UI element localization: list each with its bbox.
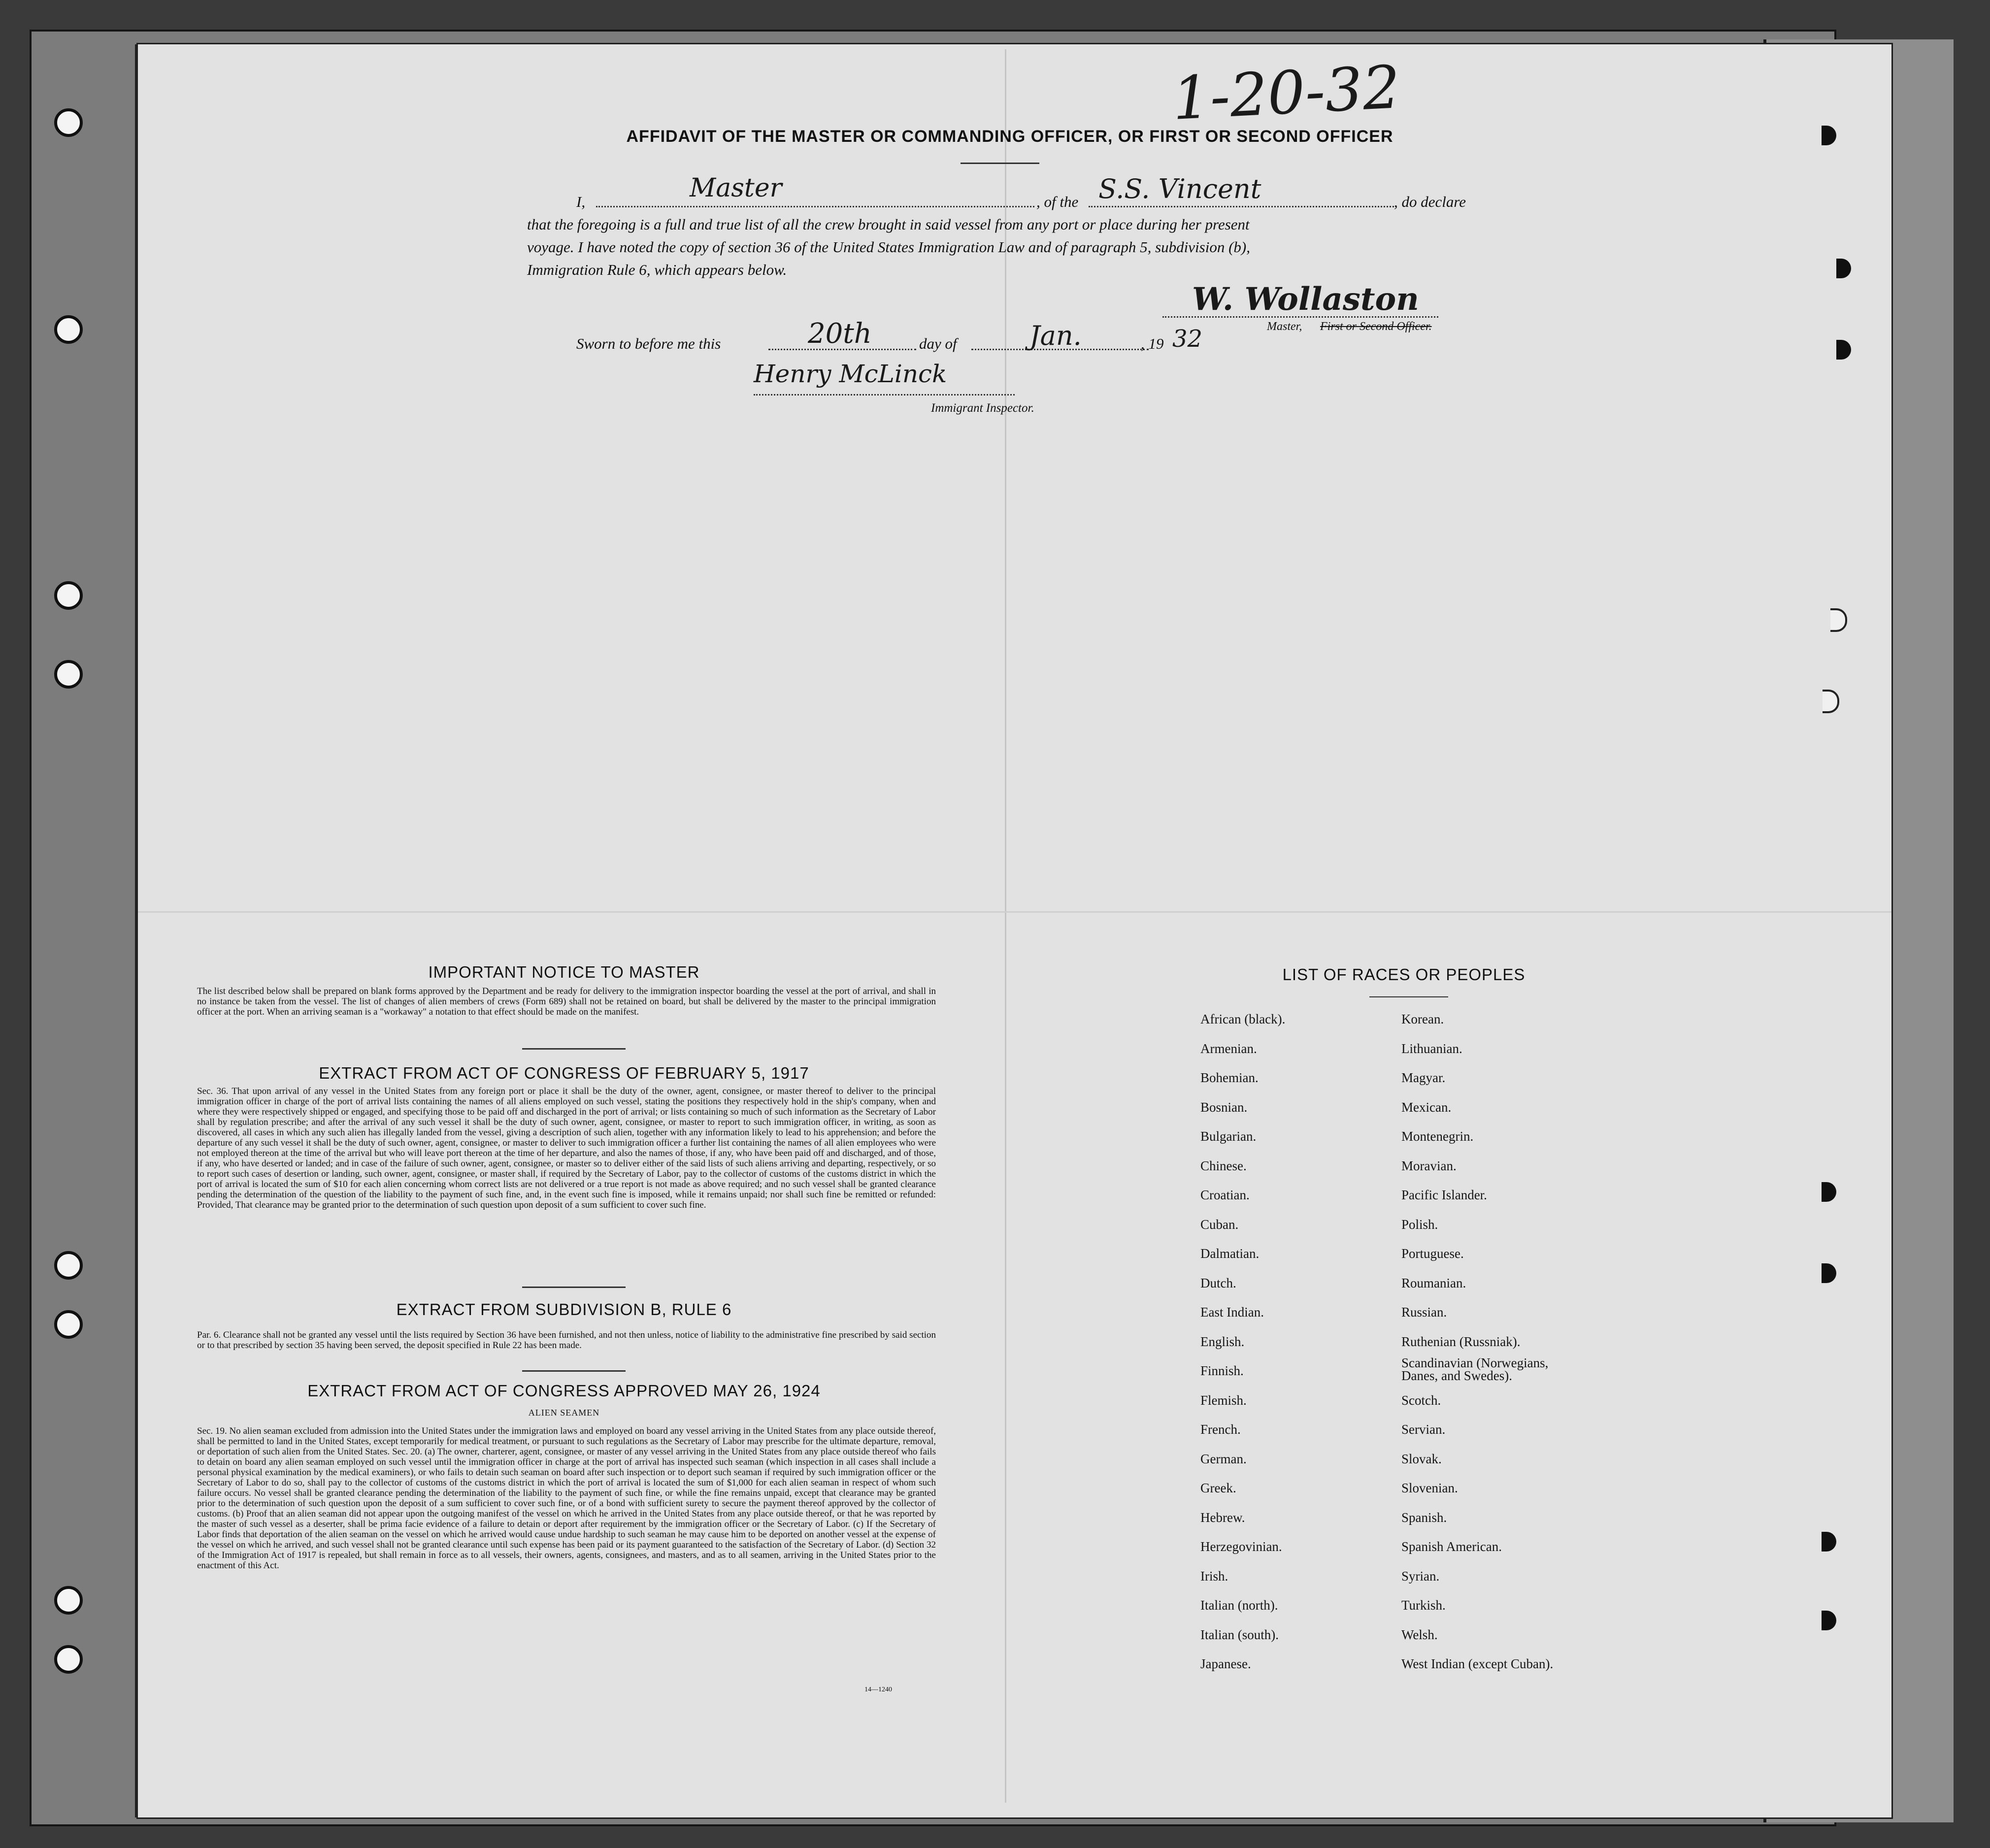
race-item: Italian (south).: [1200, 1627, 1279, 1642]
sworn-day-of: day of: [919, 335, 957, 352]
race-item: Welsh.: [1401, 1627, 1438, 1642]
race-item: Italian (north).: [1200, 1598, 1278, 1613]
race-item: West Indian (except Cuban).: [1401, 1656, 1554, 1671]
handwritten-master: Master: [690, 173, 782, 203]
race-item: Servian.: [1401, 1422, 1446, 1437]
race-item: Herzegovinian.: [1200, 1539, 1282, 1554]
race-item: Flemish.: [1200, 1392, 1247, 1408]
affidavit-line-3: voyage. I have noted the copy of section 36 of the United States Immigration Law and of paragraph 5, subdivision (b),: [527, 238, 1250, 256]
race-item: Korean.: [1401, 1012, 1444, 1026]
race-item: Hebrew.: [1200, 1510, 1245, 1525]
race-item: Spanish.: [1401, 1510, 1447, 1525]
extract-rule6-body: Par. 6. Clearance shall not be granted any vessel until the lists required by Section 36 have been furnished, and not then unless, notice of liability to the administrative fine prescribed by said section or to that prescribed by section 35 having been served, the deposit specified in Rule 22 has been made.: [197, 1330, 936, 1351]
extract-1917-title: EXTRACT FROM ACT OF CONGRESS OF FEBRUARY 5, 1917: [319, 1064, 809, 1082]
race-item: African (black).: [1200, 1012, 1286, 1026]
race-item: Roumanian.: [1401, 1275, 1466, 1290]
race-item: Chinese.: [1200, 1158, 1247, 1173]
race-item: Spanish American.: [1401, 1539, 1502, 1554]
race-item: Slovak.: [1401, 1451, 1442, 1466]
handwritten-year: 32: [1172, 325, 1203, 353]
binder-hole: [54, 1645, 83, 1674]
handwritten-day: 20th: [808, 318, 872, 350]
name-line: [596, 206, 1034, 207]
inspector-signature: Henry McLinck: [754, 360, 947, 388]
title-divider: [961, 163, 1039, 164]
race-item: Scandinavian (Norwegians, Danes, and Swedes).: [1401, 1355, 1549, 1383]
race-item: Irish.: [1200, 1568, 1228, 1584]
affidavit-do-declare: , do declare: [1394, 193, 1466, 210]
race-item: Croatian.: [1200, 1188, 1250, 1202]
binder-hole: [54, 660, 83, 689]
affidavit-of-the: , of the: [1036, 193, 1079, 210]
binder-hole: [54, 108, 83, 137]
race-item: Moravian.: [1401, 1158, 1457, 1173]
race-item: Portuguese.: [1401, 1246, 1464, 1261]
race-item: Magyar.: [1401, 1070, 1446, 1085]
race-item: French.: [1200, 1422, 1241, 1437]
race-item: Lithuanian.: [1401, 1041, 1462, 1056]
race-item: Cuban.: [1200, 1217, 1239, 1232]
race-item: Russian.: [1401, 1305, 1447, 1320]
race-item: Mexican.: [1401, 1099, 1452, 1115]
race-item: Montenegrin.: [1401, 1129, 1474, 1144]
inspector-caption: Immigrant Inspector.: [931, 401, 1034, 415]
affidavit-i: I,: [576, 193, 586, 210]
race-item: Armenian.: [1200, 1041, 1257, 1056]
races-divider: [1369, 996, 1448, 997]
extract-1924-body: Sec. 19. No alien seaman excluded from admission into the United States under the immigration laws and employed on board any vessel arriving in the United States from any place outside thereof, shall be permitted to land in the United States, except temporarily for medical treatment, or pursuant to such regulations as the Secretary of Labor may prescribe for the ultimate departure, removal, or deportation of such alien from the United States. Sec. 20. (a) The owner, charterer, agent, consignee, or master of any vessel arriving in the United States from any place outside thereof who fails to detain on board any alien seaman employed on such vessel until the immigration officer in charge at the port of arrival has inspected such seaman (which inspection in all cases shall include a personal physical examination by the medical examiners), or who fails to detain such seaman on board after such inspection or to deport such seaman if required by such immigration officer or the Secretary of Labor to do so, shall pay to the collector of customs of the customs district in which the port of arrival is located the sum of $1,000 for each alien seaman in respect of whom such failure occurs. No vessel shall be granted clearance pending the determination of the liability to the payment of such fine, or while the fine remains unpaid, except that clearance may be granted prior to the determination of such question upon the deposit of a sum sufficient to cover such fine, or of a bond with sufficient surety to secure the payment thereof approved by the collector of customs. (b) Proof that an alien seaman did not appear upon the outgoing manifest of the vessel on which he arrived in the United States from any place outside thereof, or that he was reported by the master of such vessel as a deserter, shall be prima facie evidence of a failure to detain or deport after requirement by the immigration officer or the Secretary of Labor. (c) If the Secretary of Labor finds that deportation of the alien seaman on the vessel on which he arrived would cause undue hardship to such seaman he may cause him to be deported on another vessel at the expense of the vessel on which he arrived, and such vessel shall not be granted clearance until such expense has been paid or its payment guaranteed to the satisfaction of the Secretary of Labor. (d) Section 32 of the Immigration Act of 1917 is repealed, but shall remain in force as to all vessels, their owners, agents, consignees, and masters, and as to all seamen, arriving in the United States prior to the enactment of this Act.: [197, 1426, 936, 1571]
binder-hole: [54, 1586, 83, 1615]
race-item: Bohemian.: [1200, 1070, 1259, 1085]
race-item: Turkish.: [1401, 1598, 1446, 1613]
race-item: German.: [1200, 1451, 1247, 1466]
race-item: English.: [1200, 1334, 1245, 1349]
race-item: Scotch.: [1401, 1392, 1441, 1408]
extract-1924-title: EXTRACT FROM ACT OF CONGRESS APPROVED MAY 26, 1924: [307, 1382, 821, 1400]
section-divider: [522, 1287, 626, 1288]
handwritten-vessel-name: S.S. Vincent: [1098, 173, 1261, 204]
signature-caption-master: Master,: [1267, 320, 1302, 333]
handwritten-month: Jan.: [1029, 320, 1082, 351]
race-item: Dutch.: [1200, 1275, 1236, 1290]
affidavit-line-4: Immigration Rule 6, which appears below.: [527, 261, 787, 278]
master-signature: W. Wollaston: [1192, 281, 1419, 318]
page-fold: [1005, 49, 1006, 1803]
race-item: Bosnian.: [1200, 1099, 1248, 1115]
notice-title: IMPORTANT NOTICE TO MASTER: [428, 963, 700, 981]
extract-rule6-title: EXTRACT FROM SUBDIVISION B, RULE 6: [396, 1300, 732, 1319]
race-item: Slovenian.: [1401, 1481, 1458, 1495]
race-item: Ruthenian (Russniak).: [1401, 1334, 1521, 1349]
races-title: LIST OF RACES OR PEOPLES: [1282, 965, 1526, 984]
affidavit-title: AFFIDAVIT OF THE MASTER OR COMMANDING OFFICER, OR FIRST OR SECOND OFFICER: [626, 127, 1393, 146]
race-item: Syrian.: [1401, 1568, 1440, 1584]
page-fold-horizontal: [138, 911, 1891, 913]
race-item: Japanese.: [1200, 1656, 1251, 1671]
section-divider: [522, 1048, 626, 1050]
affidavit-line-2: that the foregoing is a full and true list of all the crew brought in said vessel from any port or place during her present: [527, 216, 1250, 233]
race-item: Bulgarian.: [1200, 1129, 1257, 1144]
binder-hole: [54, 1310, 83, 1339]
sworn-year-prefix: , 19: [1141, 335, 1164, 352]
signature-line: [1162, 316, 1438, 318]
binder-hole: [54, 1251, 83, 1280]
vessel-line: [1089, 206, 1394, 207]
form-number: 14—1240: [864, 1686, 892, 1693]
binder-hole: [54, 315, 83, 344]
extract-1917-body: Sec. 36. That upon arrival of any vessel in the United States from any foreign port or place it shall be the duty of the owner, agent, consignee, or master thereof to deliver to the principal immigration officer in charge of the port of arrival lists containing the names of all aliens employed on such vessel, stating the positions they respectively hold in the ship's company, when and where they were respectively shipped or engaged, and specifying those to be paid off and discharged in the port of arrival; or lists containing so much of such information as the Secretary of Labor shall by regulation prescribe; and after the arrival of any such vessel it shall be the duty of such owner, agent, consignee, or master to report to such immigration officer, in writing, as soon as discovered, all cases in which any such alien has illegally landed from the vessel, giving a description of such alien, together with any information likely to lead to his apprehension; and before the departure of any such vessel it shall be the duty of such owner, agent, consignee, or master to deliver to such immigration officer a further list containing the names of all alien employees who were not employed thereon at the time of the arrival but who will leave port thereon at the time of her departure, and also the names of those, if any, who have been paid off and discharged, and of those, if any, who have deserted or landed; and in case of the failure of such owner, agent, consignee, or master so to deliver either of the said lists of such aliens arriving and departing, respectively, or so to report such cases of desertion or landing, such owner, agent, consignee, or master shall, if required by the Secretary of Labor, pay to the collector of customs of the customs district in which the port of arrival is located the sum of $10 for each alien concerning whom correct lists are not delivered or a true report is not made as above required; and no such vessel shall be granted clearance pending the determination of the question of the liability to the payment of such fine, and, in the event such fine is imposed, while it remains unpaid; nor shall such fine be remitted or refunded: Provided, That clearance may be granted prior to the determination of such question upon deposit of a sum sufficient to cover such fine.: [197, 1086, 936, 1210]
notice-body: The list described below shall be prepared on blank forms approved by the Department and be ready for delivery to the immigration inspector boarding the vessel at the port of arrival, and shall in no instance be taken from the vessel. The list of changes of alien members of crews (Form 689) shall not be retained on board, but shall be delivered by the master to the principal immigration officer at the port. When an arriving seaman is a "workaway" a notation to that effect should be made on the manifest.: [197, 986, 936, 1017]
inspector-line: [754, 394, 1015, 396]
race-item: Dalmatian.: [1200, 1246, 1260, 1261]
race-item: Finnish.: [1200, 1363, 1244, 1378]
race-item: Pacific Islander.: [1401, 1188, 1487, 1202]
sworn-text: Sworn to before me this: [576, 335, 721, 352]
race-item: East Indian.: [1200, 1305, 1264, 1320]
binder-hole: [54, 581, 83, 610]
race-item: Polish.: [1401, 1217, 1438, 1232]
race-item: Greek.: [1200, 1481, 1236, 1495]
alien-seamen-subtitle: ALIEN SEAMEN: [528, 1408, 600, 1418]
section-divider: [522, 1370, 626, 1372]
handwritten-date-note: 1-20-32: [1170, 53, 1402, 134]
signature-caption-officer: First or Second Officer.: [1320, 320, 1432, 333]
